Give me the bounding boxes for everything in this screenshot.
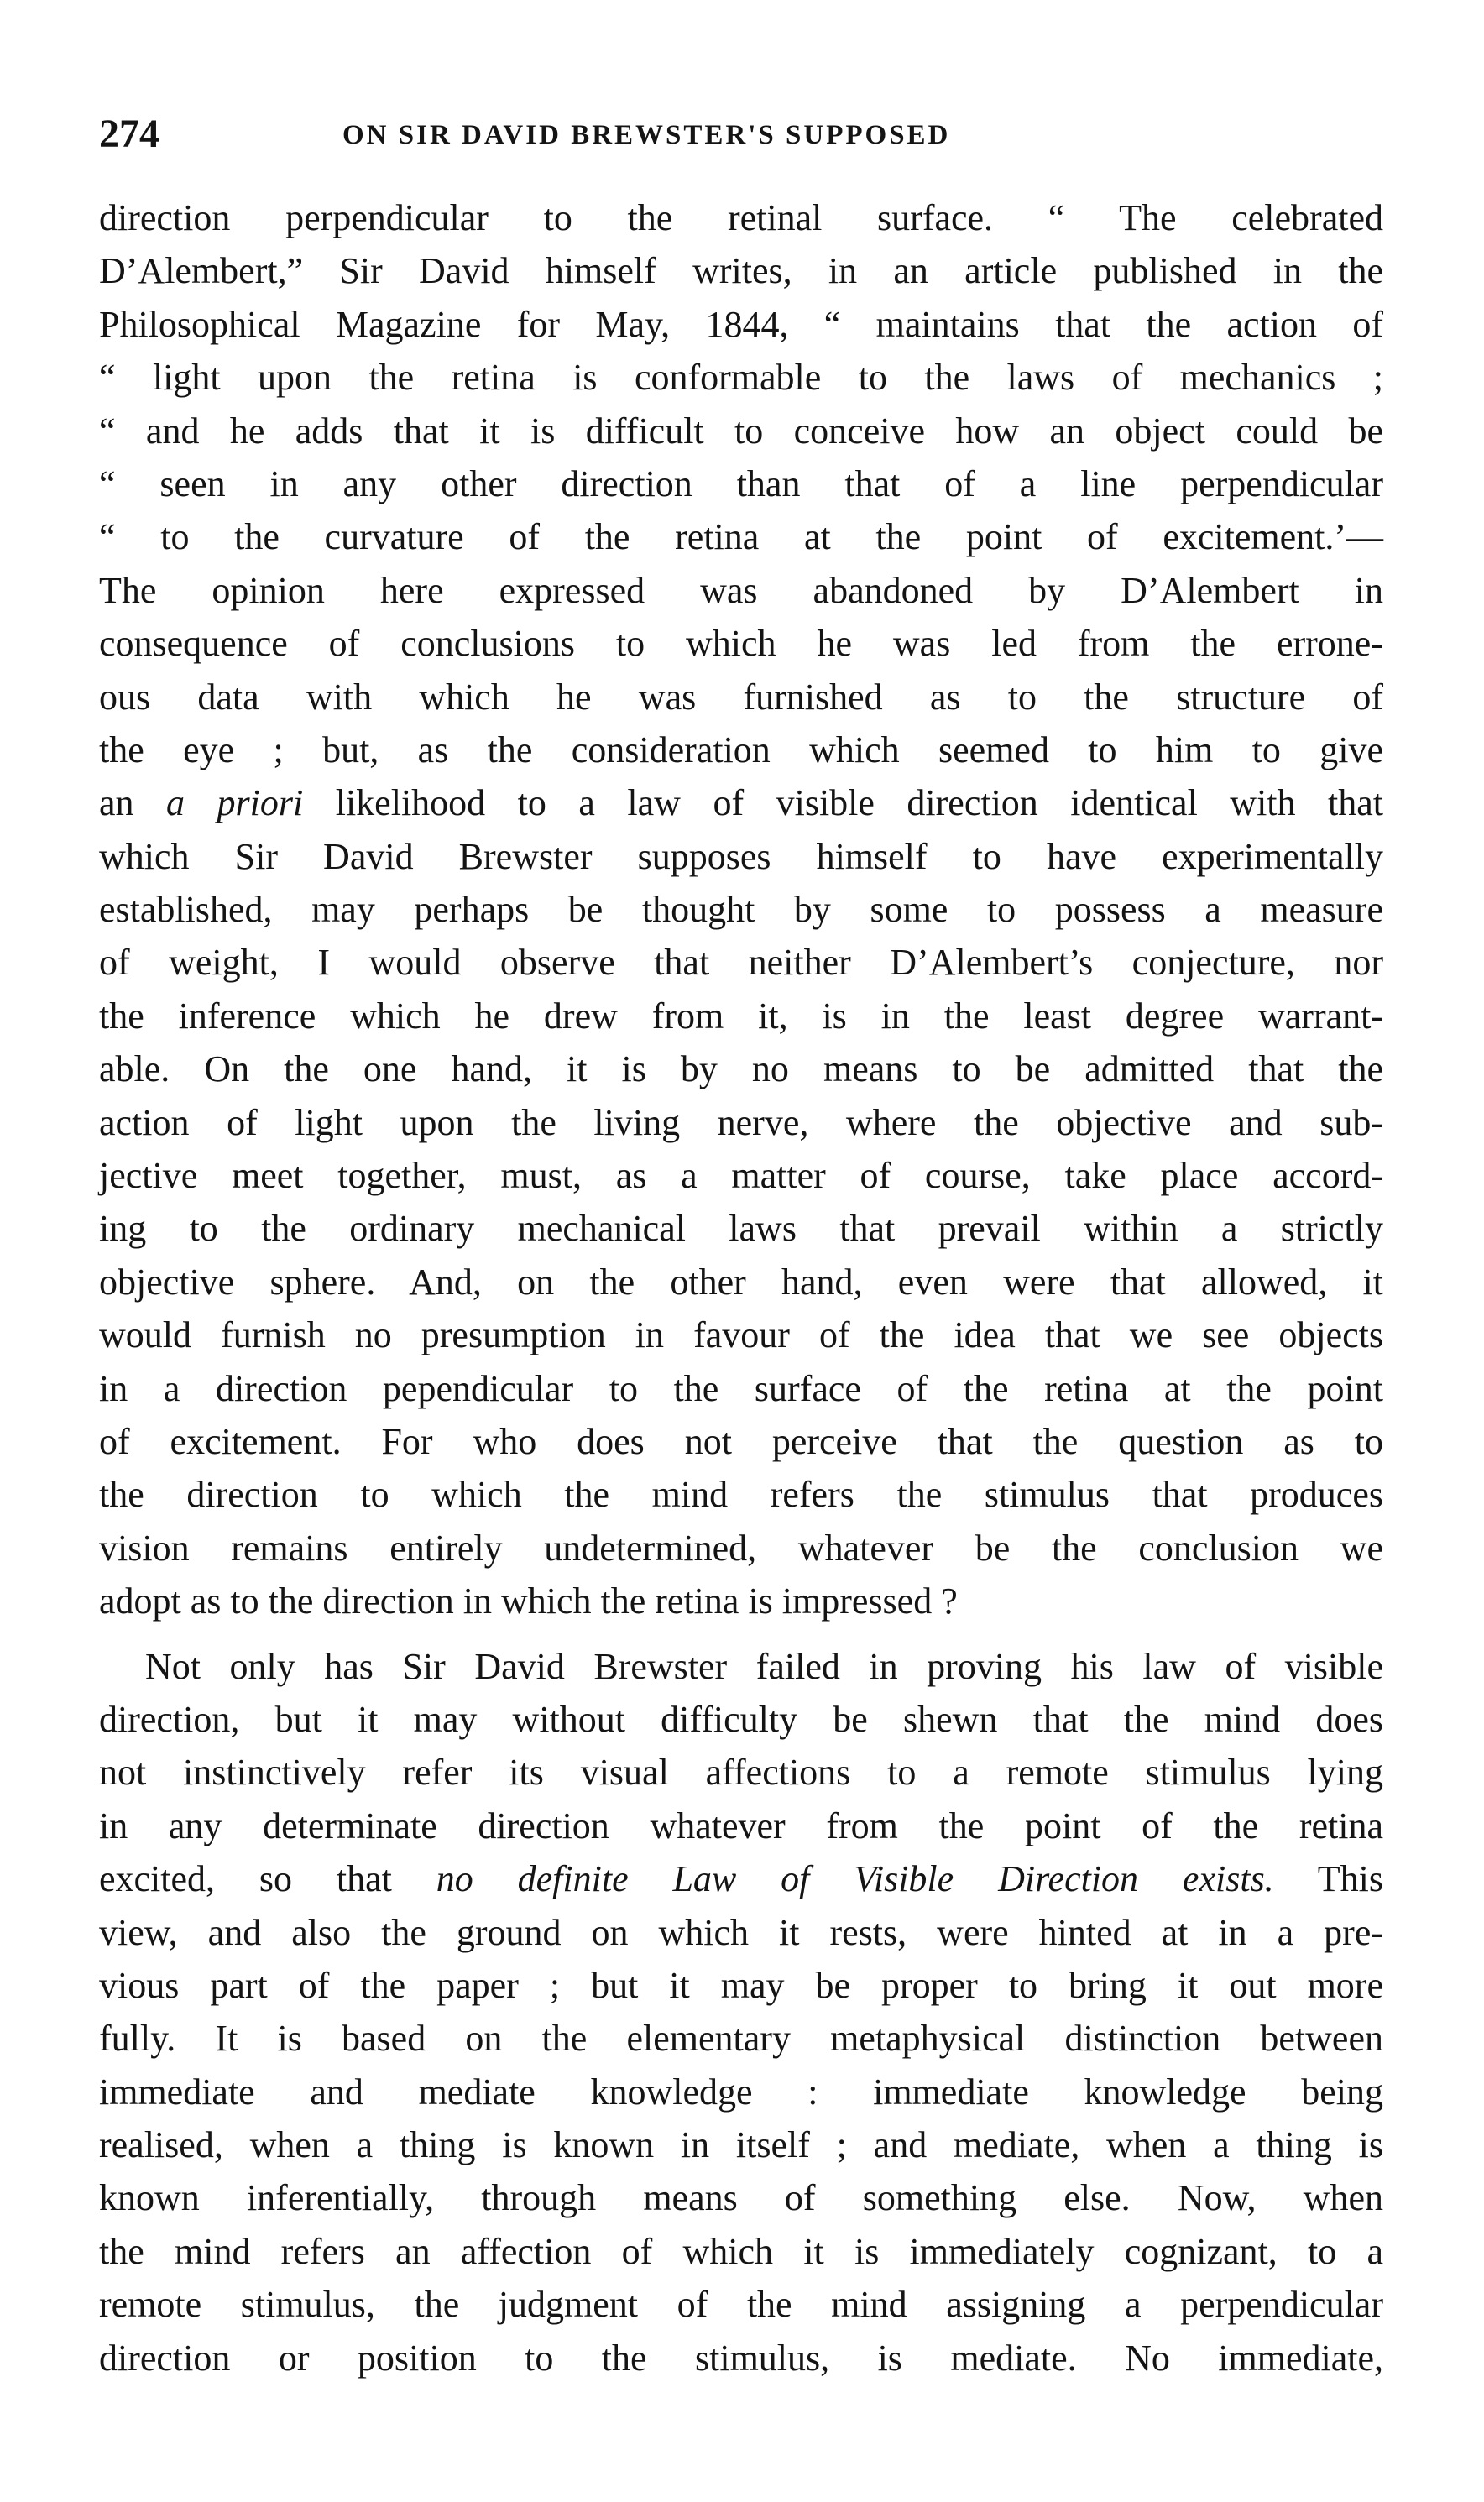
text-line: in any determinate direction whatever from the point of the retina (99, 1805, 1383, 1846)
paragraph-gap (99, 1628, 1383, 1640)
running-head: ON SIR DAVID BREWSTER'S SUPPOSED (342, 120, 951, 150)
text-line-with-italic: excited, so that no definite Law of Visible Direction exists. This (99, 1858, 1383, 1900)
italic-phrase: a priori (166, 782, 304, 824)
page-number: 274 (99, 112, 159, 156)
text-line: the direction to which the mind refers the stimulus that produces (99, 1474, 1383, 1516)
text-line: known inferentially, through means of something else. Now, when (99, 2177, 1383, 2219)
text-line: in a direction pependicular to the surface of the retina at the point (99, 1367, 1383, 1409)
text-line: consequence of conclusions to which he was led from the errone- (99, 623, 1383, 665)
text-line: of excitement. For who does not perceive that the question as to (99, 1420, 1383, 1462)
text-line: “ and he adds that it is difficult to conceive how an object could be (99, 410, 1383, 452)
paragraph-2 (99, 1640, 1383, 2384)
text-line: established, may perhaps be thought by some to possess a measure (99, 889, 1383, 931)
text-line: immediate and mediate knowledge : immediate knowledge being (99, 2071, 1383, 2113)
text-line-with-italic: an a priori likelihood to a law of visible direction identical with that (99, 782, 1383, 824)
italic-phrase: no definite Law of Visible Direction exists. (436, 1858, 1274, 1900)
text-line: not instinctively refer its visual affections to a remote stimulus lying (99, 1752, 1383, 1794)
text-line: ing to the ordinary mechanical laws that prevail within a strictly (99, 1208, 1383, 1250)
text-line: realised, when a thing is known in itself ; and mediate, when a thing is (99, 2124, 1383, 2166)
page-header (99, 109, 1383, 159)
text-line: fully. It is based on the elementary metaphysical distinction between (99, 2018, 1383, 2060)
text-line: ous data with which he was furnished as to the structure of (99, 676, 1383, 718)
text-line: the eye ; but, as the consideration which seemed to him to give (99, 729, 1383, 770)
text-line: the inference which he drew from it, is in the least degree warrant- (99, 995, 1383, 1037)
body-text (99, 191, 1383, 2384)
text-line: able. On the one hand, it is by no means to be admitted that the (99, 1048, 1383, 1090)
text-line: “ to the curvature of the retina at the point of excitement.’— (99, 516, 1383, 558)
text-line: vious part of the paper ; but it may be proper to bring it out more (99, 1964, 1383, 2006)
text-line: “ light upon the retina is conformable to the laws of mechanics ; (99, 357, 1383, 399)
text-line: direction, but it may without difficulty be shewn that the mind does (99, 1698, 1383, 1740)
text-line: “ seen in any other direction than that of a line perpendicular (99, 462, 1383, 504)
text-line: direction or position to the stimulus, is mediate. No immediate, (99, 2337, 1383, 2379)
text-line: action of light upon the living nerve, where the objective and sub- (99, 1101, 1383, 1143)
text-line: vision remains entirely undetermined, whatever be the conclusion we (99, 1527, 1383, 1569)
text-line: Philosophical Magazine for May, 1844, “ maintains that the action of (99, 303, 1383, 345)
text-line: remote stimulus, the judgment of the mind assigning a perpendicular (99, 2284, 1383, 2326)
text-line: the mind refers an affection of which it is immediately cognizant, to a (99, 2230, 1383, 2272)
text-line: adopt as to the direction in which the retina is impressed ? (99, 1580, 958, 1622)
text-line: would furnish no presumption in favour of the idea that we see objects (99, 1314, 1383, 1356)
text-line: Not only has Sir David Brewster failed in proving his law of visible (145, 1645, 1383, 1687)
text-line: of weight, I would observe that neither D’Alembert’s conjecture, nor (99, 942, 1383, 984)
text-line: view, and also the ground on which it rests, were hinted at in a pre- (99, 1911, 1383, 1953)
text-line: The opinion here expressed was abandoned by D’Alembert in (99, 569, 1383, 611)
text-line: which Sir David Brewster supposes himself to have experimentally (99, 835, 1383, 877)
text-line: D’Alembert,” Sir David himself writes, in an article published in the (99, 250, 1383, 292)
text-line: jective meet together, must, as a matter of course, take place accord- (99, 1155, 1383, 1197)
paragraph-1 (99, 191, 1383, 1628)
text-line: objective sphere. And, on the other hand, even were that allowed, it (99, 1261, 1383, 1303)
text-line: direction perpendicular to the retinal surface. “ The celebrated (99, 197, 1383, 238)
